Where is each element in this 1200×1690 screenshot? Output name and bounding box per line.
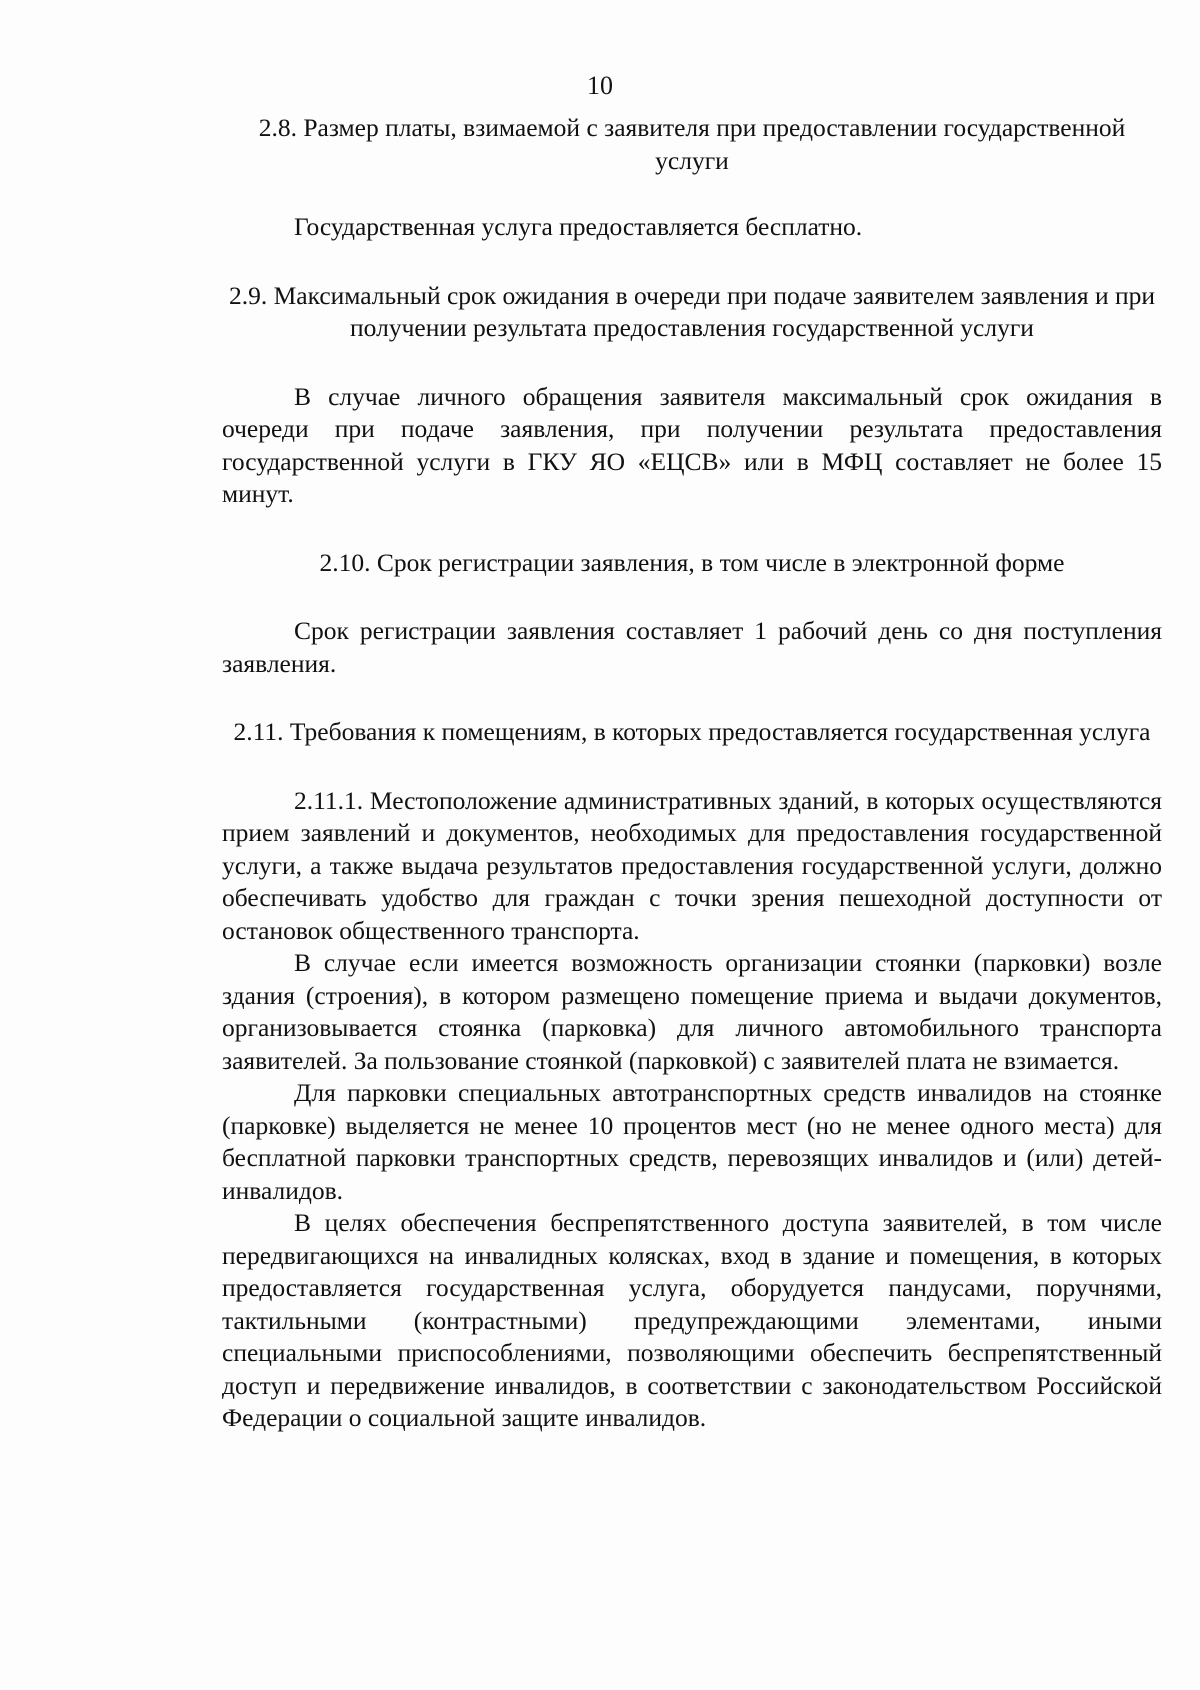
section-2-8-heading: 2.8. Размер платы, взимаемой с заявителя при предоставлении государственной услуги (258, 113, 1126, 175)
section-2-10-text: Срок регистрации заявления составляет 1 рабочий день со дня поступления заявления. (222, 616, 1162, 678)
page-number: 10 (587, 71, 613, 100)
section-2-11-1-paragraph: 2.11.1. Местоположение административных зданий, в которых осуществляются прием заявлений и документов, необходимых для предоставления государственной услуги, а также выдача результатов предоставления государственной услуги, должно обеспечивать удобство для граждан с точки зрения пешеходной доступности от остановок общественного транспорта. (222, 785, 1162, 945)
document-body (222, 112, 1162, 1435)
disabled-parking-paragraph: Для парковки специальных автотранспортных средств инвалидов на стоянке (парковке) выделяется не менее 10 процентов мест (но не менее одного места) для бесплатной парковки транспортных средств, перевозящих инвалидов и (или) детей-инвалидов. (222, 1078, 1162, 1205)
accessibility-paragraph: В целях обеспечения беспрепятственного доступа заявителей, в том числе передвигающихся на инвалидных колясках, вход в здание и помещения, в которых предоставляется государственная услуга, оборудуется пандусами, поручнями, тактильными (контрастными) предупреждающими элементами, иными специальными приспособлениями, позволяющими обеспечить беспрепятственный доступ и передвижение инвалидов, в соответствии с законодательством Российской Федерации о социальной защите инвалидов. (222, 1208, 1162, 1432)
section-2-11-heading: 2.11. Требования к помещениям, в которых предоставляется государственная услуга (233, 717, 1151, 746)
parking-paragraph: В случае если имеется возможность организации стоянки (парковки) возле здания (строения), в котором размещено помещение приема и выдачи документов, организовывается стоянка (парковка) для личного автомобильного транспорта заявителей. За пользование стоянкой (парковкой) с заявителей плата не взимается. (222, 948, 1162, 1075)
section-2-9-text: В случае личного обращения заявителя максимальный срок ожидания в очереди при подаче заявления, при получении результата предоставления государственной услуги в ГКУ ЯО «ЕЦСВ» или в МФЦ составляет не более 15 минут. (222, 381, 1162, 508)
section-2-9-heading: 2.9. Максимальный срок ожидания в очереди при подаче заявителем заявления и при получении результата предоставления государственной услуги (228, 280, 1156, 342)
section-2-10-heading: 2.10. Срок регистрации заявления, в том числе в электронной форме (319, 547, 1065, 577)
section-2-8-text: Государственная услуга предоставляется бесплатно. (294, 212, 863, 241)
